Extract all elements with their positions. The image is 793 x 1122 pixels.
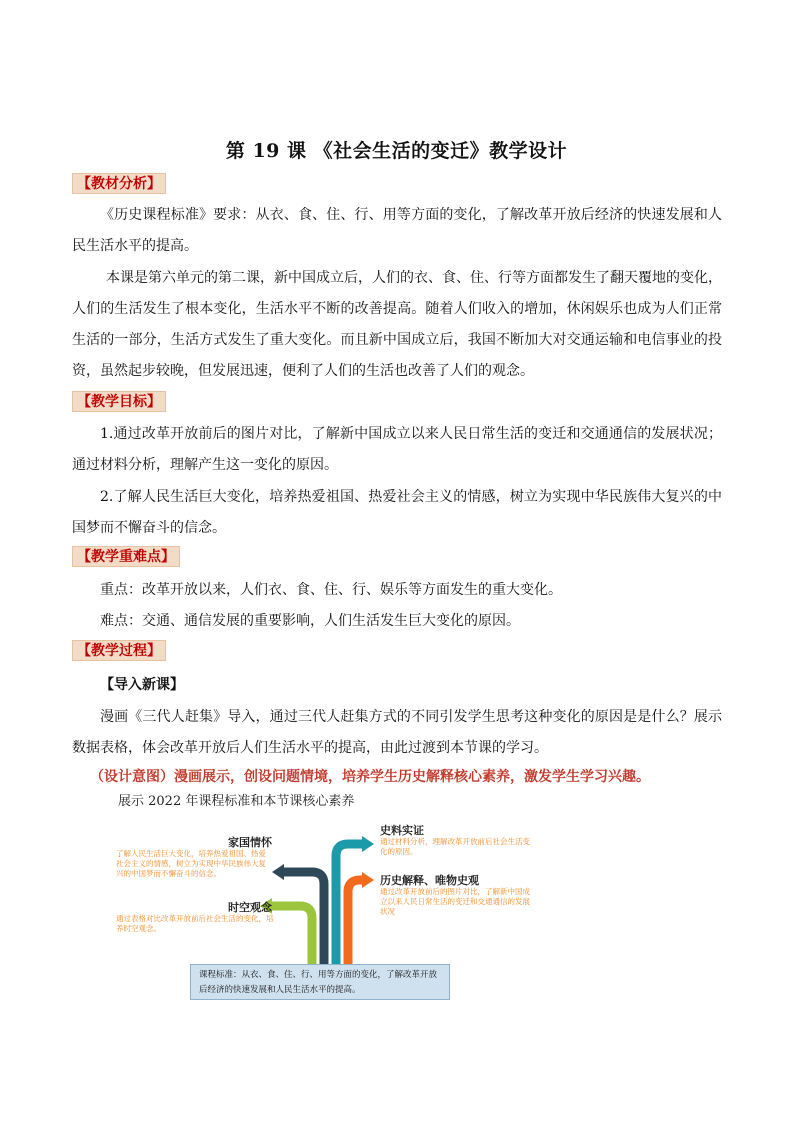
section-label-key-points: 【教学重难点】 xyxy=(72,546,180,567)
intro-paragraph: 漫画《三代人赶集》导入，通过三代人赶集方式的不同引发学生思考这种变化的原因是是什么？展示数据表格，体会改革开放后人们生活水平的提高，由此过渡到本节课的学习。 xyxy=(72,709,722,756)
section-label-goals: 【教学目标】 xyxy=(72,391,166,412)
difficult-point-text: 难点：交通、通信发展的重要影响，人们生活发生巨大变化的原因。 xyxy=(100,613,520,629)
materials-paragraph-2: 本课是第六单元的第二课，新中国成立后，人们的衣、食、住、行等方面都发生了翻天覆地的变化，人们的生活发生了根本变化，生活水平不断的改善提高。随着人们收入的增加，休闲娱乐也成为人们正常生活的一部分，生活方式发生了重大变化。而且新中国成立后，我国不断加大对交通运输和电信事业的投资，虽然起步较晚，但发展迅速，便利了人们的生活也改善了人们的观念。 xyxy=(72,270,722,379)
intro-heading: 【导入新课】 xyxy=(100,677,184,693)
goals-paragraph-1: 1.通过改革开放前后的图片对比，了解新中国成立以来人民日常生活的变迁和交通通信的发展状况；通过材料分析，理解产生这一变化的原因。 xyxy=(72,426,722,473)
section-label-process: 【教学过程】 xyxy=(72,640,166,661)
teal-arrowhead xyxy=(362,836,374,852)
diagram-heading-evidence: 史料实证 xyxy=(380,824,424,837)
core-literacy-diagram xyxy=(100,818,550,1008)
diagram-text-interpretation: 通过改革开放前后的图片对比，了解新中国成立以来人民日常生活的变迁和交通通信的发展状况 xyxy=(380,887,530,916)
diagram-heading-patriotism: 家国情怀 xyxy=(228,836,272,849)
materials-paragraph-1: 《历史课程标准》要求：从衣、食、住、行、用等方面的变化，了解改革开放后经济的快速发展和人民生活水平的提高。 xyxy=(72,207,722,254)
dark-arrow xyxy=(284,872,324,968)
page-title: 第 19 课 《社会生活的变迁》教学设计 xyxy=(225,140,568,162)
diagram-text-spacetime: 通过表格对比改革开放前后社会生活的变化，培养时空观念。 xyxy=(116,914,274,933)
dark-arrowhead xyxy=(272,864,284,880)
show-standard-text: 展示 2022 年课程标准和本节课核心素养 xyxy=(118,794,355,809)
diagram-heading-spacetime: 时空观念 xyxy=(228,901,272,914)
orange-arrow xyxy=(348,880,362,968)
course-standard-box: 课程标准：从衣、食、住、行、用等方面的变化，了解改革开放后经济的快速发展和人民生活水平的提高。 xyxy=(190,964,450,1000)
goals-paragraph-2: 2.了解人民生活巨大变化，培养热爱祖国、热爱社会主义的情感，树立为实现中华民族伟大复兴的中国梦而不懈奋斗的信念。 xyxy=(72,489,722,536)
diagram-text-evidence: 通过材料分析，理解改革开放前后社会生活变化的原因。 xyxy=(380,837,530,856)
section-label-materials: 【教材分析】 xyxy=(72,173,166,194)
design-intent-text: （设计意图）漫画展示，创设问题情境，培养学生历史解释核心素养，激发学生学习兴趣。 xyxy=(90,769,650,785)
key-point-text: 重点：改革开放以来，人们衣、食、住、行、娱乐等方面发生的重大变化。 xyxy=(100,582,562,598)
green-arrow xyxy=(272,906,312,968)
diagram-heading-interpretation: 历史解释、唯物史观 xyxy=(380,874,479,887)
orange-arrowhead xyxy=(362,872,374,888)
diagram-text-patriotism: 了解人民生活巨大变化，培养热爱祖国、热爱社会主义的情感，树立为实现中华民族伟大复兴的中国梦而不懈奋斗的信念。 xyxy=(116,849,266,878)
